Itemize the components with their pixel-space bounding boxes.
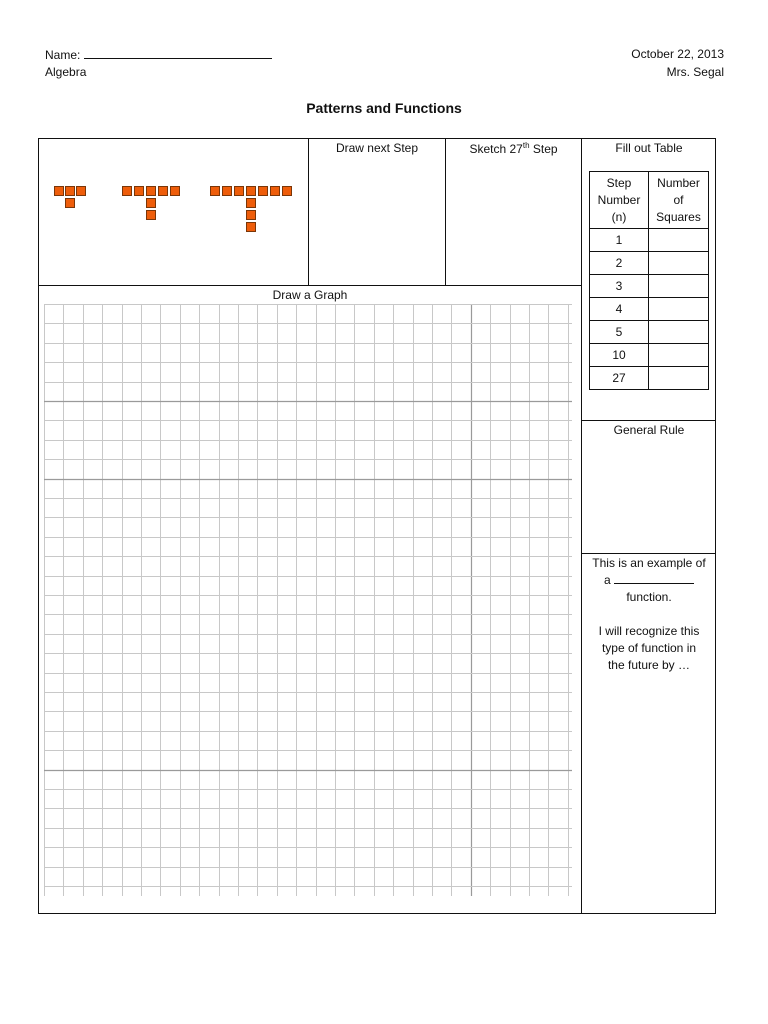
table-row	[590, 252, 709, 275]
pattern-square	[246, 198, 256, 208]
answer-cell[interactable]	[649, 321, 709, 344]
pattern-square	[282, 186, 292, 196]
pattern-square	[246, 186, 256, 196]
page-title: Patterns and Functions	[306, 100, 462, 116]
table-header-row	[590, 172, 709, 229]
table-row	[590, 344, 709, 367]
pattern-square	[258, 186, 268, 196]
course-label: Algebra	[45, 65, 87, 79]
table-row	[590, 321, 709, 344]
example-line: type of function in	[601, 641, 697, 655]
pattern-square	[246, 222, 256, 232]
step-number-header	[590, 172, 649, 229]
answer-cell[interactable]	[649, 275, 709, 298]
rule-top-divider	[581, 420, 716, 421]
header-line: (n)	[611, 209, 627, 224]
pattern-square	[65, 186, 75, 196]
draw-next-step-label: Draw next Step	[335, 141, 419, 155]
table-row	[590, 298, 709, 321]
function-type-blank[interactable]	[614, 572, 694, 584]
header-line: Number	[597, 192, 641, 207]
pattern-square	[246, 210, 256, 220]
right-column-divider	[581, 138, 582, 914]
pattern-square	[170, 186, 180, 196]
pattern-square	[210, 186, 220, 196]
table-row	[590, 367, 709, 390]
pattern-square	[270, 186, 280, 196]
spacer	[584, 606, 714, 623]
table-row	[590, 229, 709, 252]
name-row	[45, 46, 272, 64]
date-label: October 22, 2013	[631, 47, 724, 61]
header-line: Squares	[656, 209, 701, 224]
example-line: function.	[626, 590, 672, 604]
sketch-divider	[445, 138, 446, 286]
answer-cell[interactable]	[649, 367, 709, 390]
example-top-divider	[581, 553, 716, 554]
name-label: Name:	[45, 48, 81, 62]
pattern-square	[222, 186, 232, 196]
name-blank[interactable]	[84, 46, 272, 59]
answer-cell[interactable]	[649, 298, 709, 321]
pattern-square	[234, 186, 244, 196]
step-cell: 27	[590, 367, 649, 390]
example-line: This is an example of	[592, 556, 706, 570]
example-blank-line	[584, 572, 714, 589]
graph-top-divider	[38, 285, 582, 286]
header-line: Number	[657, 175, 700, 190]
example-block	[584, 555, 714, 674]
sketch-prefix: Sketch	[469, 142, 510, 156]
step-cell: 3	[590, 275, 649, 298]
pattern-divider	[308, 138, 309, 286]
teacher-label: Mrs. Segal	[666, 65, 724, 79]
pattern-square	[146, 198, 156, 208]
general-rule-label: General Rule	[613, 423, 685, 437]
sketch-suffix: Step	[529, 142, 558, 156]
fill-table-label: Fill out Table	[615, 141, 683, 155]
step-cell: 2	[590, 252, 649, 275]
pattern-square	[54, 186, 64, 196]
pattern-square	[122, 186, 132, 196]
pattern-square	[65, 198, 75, 208]
example-prefix: a	[603, 573, 611, 587]
pattern-square	[134, 186, 144, 196]
pattern-square	[76, 186, 86, 196]
step-cell: 4	[590, 298, 649, 321]
squares-header	[649, 172, 709, 229]
step-cell: 1	[590, 229, 649, 252]
pattern-square	[146, 210, 156, 220]
sketch-number: 27	[509, 142, 523, 156]
answer-cell[interactable]	[649, 252, 709, 275]
answer-cell[interactable]	[649, 344, 709, 367]
graph-paper[interactable]	[44, 304, 572, 896]
answer-cell[interactable]	[649, 229, 709, 252]
example-line: the future by …	[607, 658, 691, 672]
sketch-step-label	[446, 141, 581, 156]
example-line: I will recognize this	[598, 624, 700, 638]
sketch-superscript: th	[522, 141, 530, 150]
graph-label: Draw a Graph	[272, 288, 348, 302]
table-row	[590, 275, 709, 298]
pattern-square	[146, 186, 156, 196]
pattern-square	[158, 186, 168, 196]
step-table	[589, 171, 709, 390]
step-cell: 5	[590, 321, 649, 344]
header-line: of	[673, 192, 684, 207]
step-cell: 10	[590, 344, 649, 367]
header-line: Step	[606, 175, 632, 190]
